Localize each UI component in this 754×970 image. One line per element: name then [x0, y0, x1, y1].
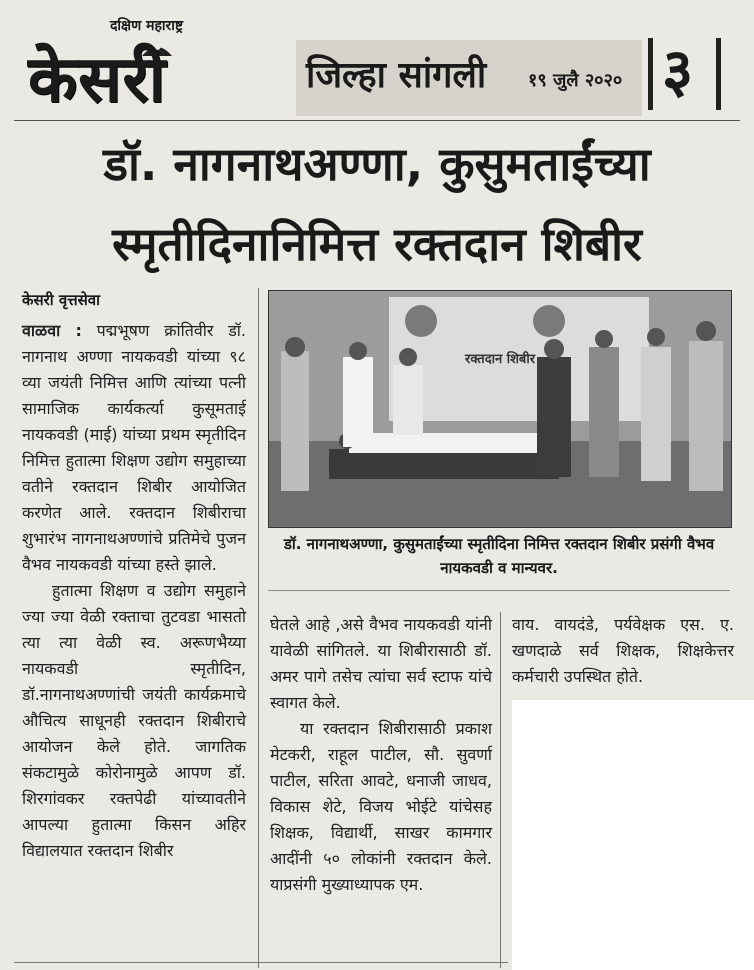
column-divider — [500, 612, 501, 968]
article-column-2 — [270, 612, 492, 898]
paragraph — [22, 318, 246, 578]
article-column-1 — [22, 318, 246, 864]
masthead-district: जिल्हा सांगली — [306, 55, 487, 96]
newspaper-logo: केसरी — [28, 43, 167, 117]
event-photo — [268, 290, 732, 528]
masthead-rule — [14, 120, 740, 121]
masthead-divider — [648, 38, 653, 110]
page-number: ३ — [662, 36, 694, 106]
paragraph: हुतात्मा शिक्षण व उद्योग समुहाने ज्या ज्या वेळी रक्ताचा तुटवडा भासतो त्या त्या वेळी स्व. अरूणभैय्या नायकवडी स्मृतीदिन, डॉ.नागनाथअण्णांची जयंती कार्यक्रमाचे औचित्य साधूनही रक्तदान शिबीराचे आयोजन केले होते. जागतिक संकटामुळे कोरोनामुळे आपण डॉ. शिरगांवकर रक्तपेढी यांच्यावतीने आपल्या हुतात्मा किसन अहिर विद्यालयात रक्तदान शिबीर — [22, 581, 246, 860]
headline-line-1: डॉ. नागनाथअण्णा, कुसुमताईंच्या — [103, 137, 651, 191]
paragraph: वाय. वायदंडे, पर्यवेक्षक एस. ए. खणदाळे सर्व शिक्षक, शिक्षकेत्तर कर्मचारी उपस्थित होते. — [512, 615, 734, 686]
paragraph: घेतले आहे ,असे वैभव नायकवडी यांनी यावेळी सांगितले. या शिबीरासाठी डॉ. अमर पागे तसेच त्यांचा सर्व स्टाफ यांचे स्वागत केले. — [270, 615, 492, 712]
paragraph-text: पद्मभूषण क्रांतिवीर डॉ. नागनाथ अण्णा नायकवडी यांच्या ९८ व्या जयंती निमित्त आणि त्यांच्या पत्नी सामाजिक कार्यकर्त्या कुसूमताई नायकवडी (माई) यांच्या प्रथम स्मृतीदिन निमित्त हुतात्मा शिक्षण उद्योग समुहाच्या वतीने रक्तदान शिबीर आयोजित करणेत आले. रक्तदान शिबीराचा शुभारंभ नागनाथअण्णांचे प्रतिमेचे पुजन वैभव नायकवडी यांच्या हस्ते झाले. — [22, 321, 246, 574]
masthead-date: १९ जुलै २०२० — [528, 70, 623, 91]
photo-illustration — [269, 291, 731, 527]
headline-line-2: स्मृतीदिनानिमित्त रक्तदान शिबीर — [112, 217, 642, 271]
bottom-rule — [14, 962, 508, 963]
masthead-tagline: दक्षिण महाराष्ट्र — [110, 18, 184, 34]
blank-cut-area — [512, 700, 754, 970]
byline: केसरी वृत्तसेवा — [22, 291, 100, 309]
paragraph: या रक्तदान शिबीरासाठी प्रकाश मेटकरी, राहूल पाटील, सौ. सुवर्णा पाटील, सरिता आवटे, धनाजी जाधव, विकास शेटे, विजय भोईटे यांचेसह शिक्षक, विद्यार्थी, साखर कामगार आदींनी ५० लोकांनी रक्तदान केले. याप्रसंगी मुख्याध्यापक एम. — [270, 719, 492, 894]
column-divider — [258, 288, 259, 968]
article-headline — [14, 124, 740, 284]
masthead — [0, 0, 754, 120]
article-column-3 — [512, 612, 734, 690]
dateline: वाळवा : — [22, 321, 82, 340]
photo-banner-text: रक्तदान शिबीर — [465, 352, 536, 367]
photo-caption: डॉ. नागनाथअण्णा, कुसुमताईंच्या स्मृतीदिना निमित्त रक्तदान शिबीर प्रसंगी वैभव नायकवडी व मान्यवर. — [283, 535, 715, 577]
masthead-divider — [716, 38, 721, 110]
caption-rule — [268, 590, 730, 591]
